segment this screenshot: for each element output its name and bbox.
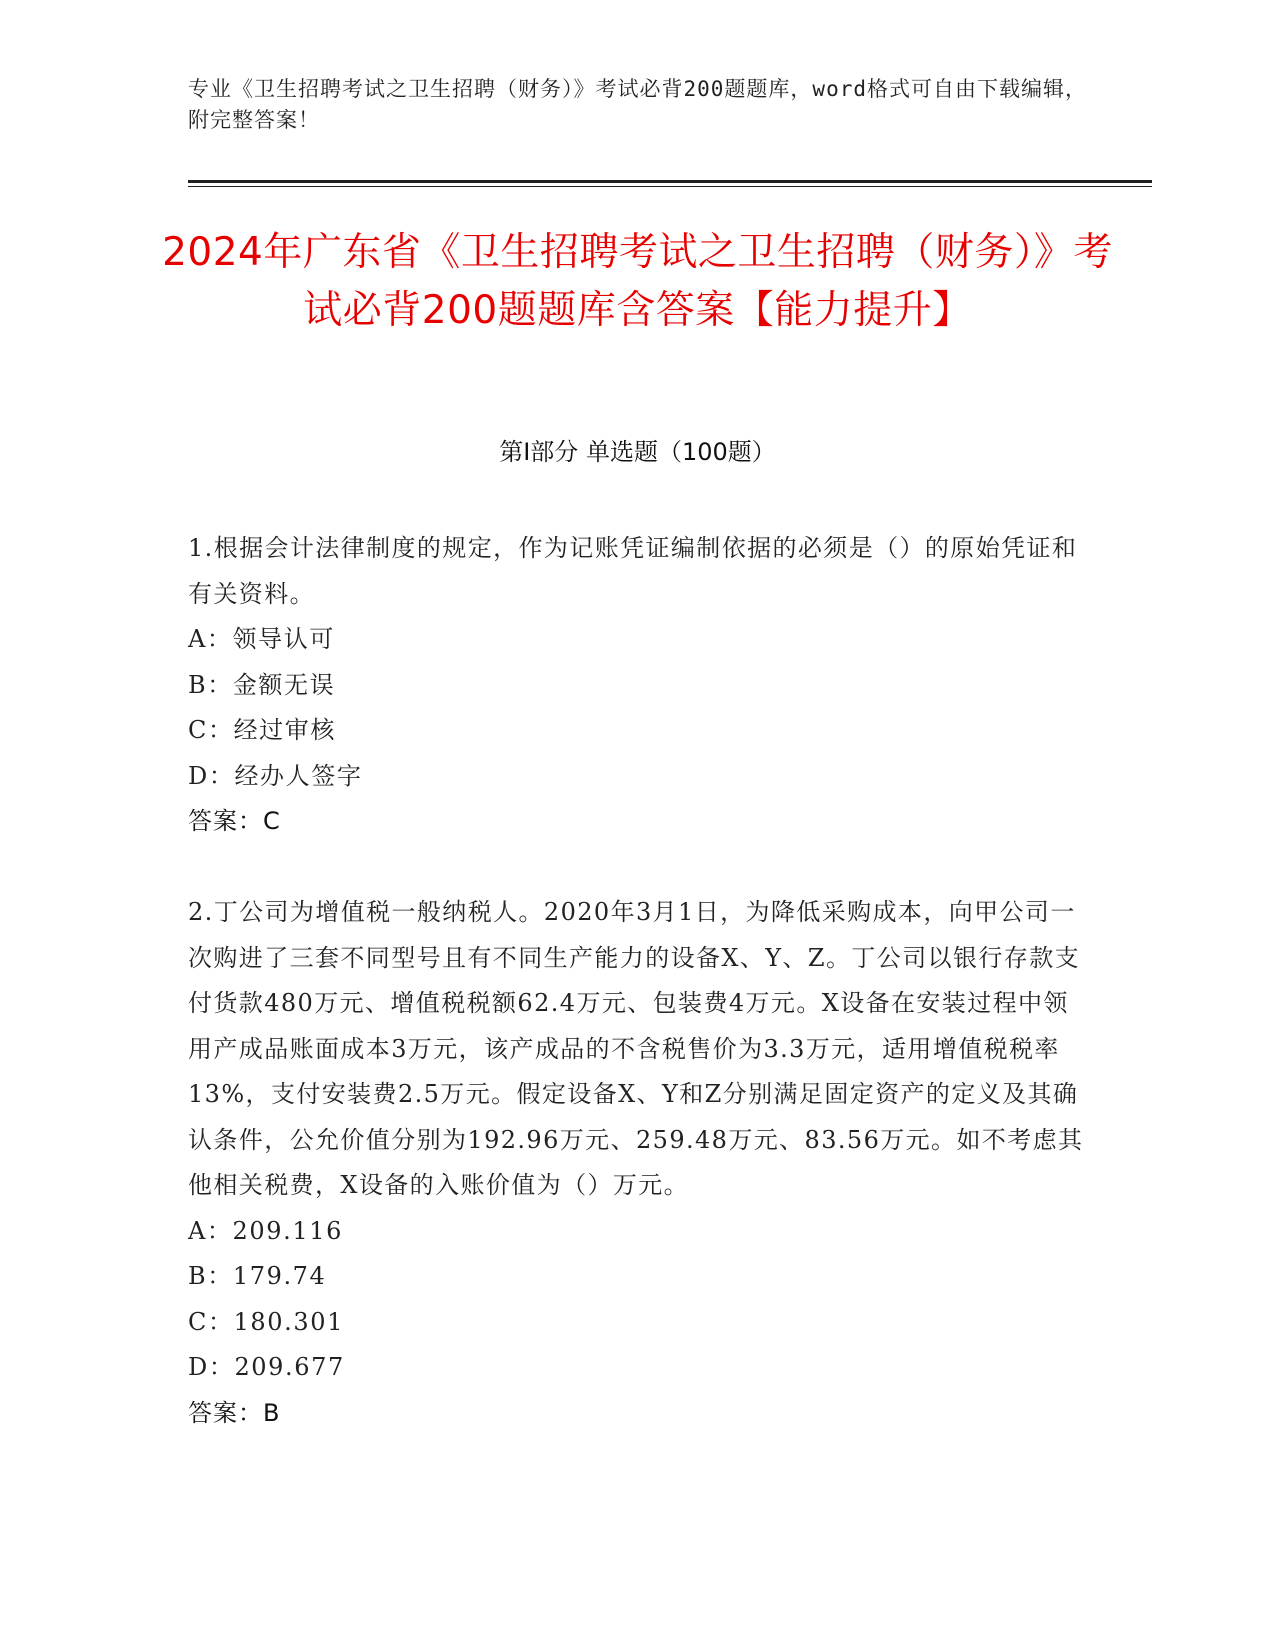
document-title: 2024年广东省《卫生招聘考试之卫生招聘（财务）》考试必背200题题库含答案【能力提升】	[162, 230, 1113, 333]
section-title: 第I部分 单选题（100题）	[499, 438, 776, 466]
question-2	[188, 890, 1088, 1436]
question-stem: 1.根据会计法律制度的规定，作为记账凭证编制依据的必须是（）的原始凭证和有关资料。	[188, 534, 1078, 608]
answer: 答案：B	[188, 1398, 281, 1427]
option-a: A：209.116	[188, 1216, 343, 1245]
answer: 答案：C	[188, 807, 281, 835]
header-divider-thin	[188, 186, 1152, 187]
option-c: C：180.301	[188, 1307, 345, 1336]
option-b: B：179.74	[188, 1262, 327, 1290]
header-note: 专业《卫生招聘考试之卫生招聘（财务）》考试必背200题题库，word格式可自由下载编辑，附完整答案！	[188, 77, 1087, 132]
option-c: C：经过审核	[188, 716, 336, 744]
option-a: A：领导认可	[188, 625, 335, 653]
option-d: D：209.677	[188, 1353, 345, 1381]
question-stem: 2.丁公司为增值税一般纳税人。2020年3月1日，为降低采购成本，向甲公司一次购进了三套不同型号且有不同生产能力的设备X、Y、Z。丁公司以银行存款支付货款480万元、增值税税额62.4万元、包装费4万元。X设备在安装过程中领用产成品账面成本3万元，该产成品的不含税售价为3.3万元，适用增值税税率13%，支付安装费2.5万元。假定设备X、Y和Z分别满足固定资产的定义及其确认条件，公允价值分别为192.96万元、259.48万元、83.56万元。如不考虑其他相关税费，X设备的入账价值为（）万元。	[188, 898, 1084, 1199]
header-divider-thick	[188, 180, 1152, 183]
question-1	[188, 526, 1088, 845]
option-b: B：金额无误	[188, 670, 336, 699]
option-d: D：经办人签字	[188, 761, 363, 790]
